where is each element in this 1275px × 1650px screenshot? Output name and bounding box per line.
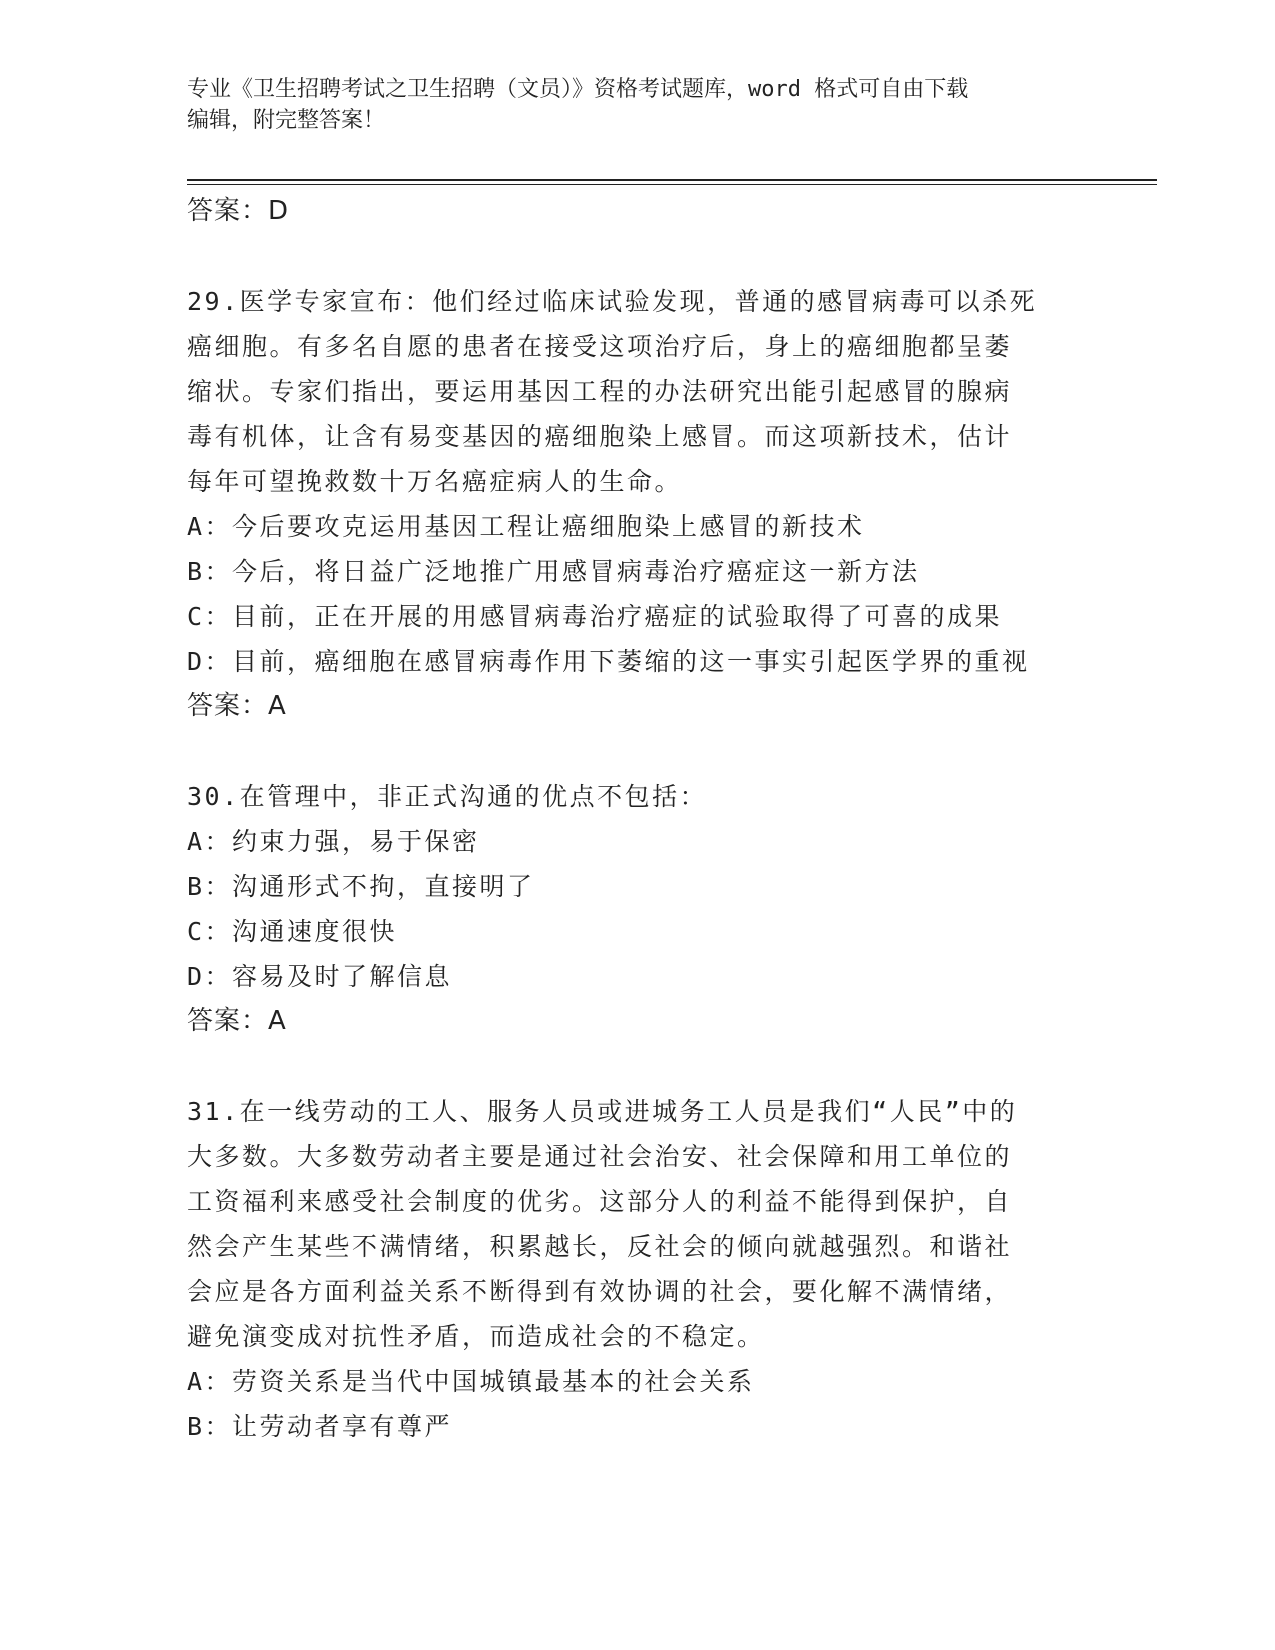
previous-answer: 答案：D xyxy=(187,196,290,226)
question-stem-line: 29.医学专家宣布：他们经过临床试验发现，普通的感冒病毒可以杀死 xyxy=(187,287,1038,316)
question-stem-line: 31.在一线劳动的工人、服务人员或进城务工人员是我们“人民”中的 xyxy=(187,1097,1018,1126)
spacer xyxy=(187,1044,1087,1089)
spacer xyxy=(187,729,1087,774)
option-c: C：目前，正在开展的用感冒病毒治疗癌症的试验取得了可喜的成果 xyxy=(187,602,1003,631)
option-b: B：今后，将日益广泛地推广用感冒病毒治疗癌症这一新方法 xyxy=(187,557,920,586)
question-stem-line: 然会产生某些不满情绪，积累越长，反社会的倾向就越强烈。和谐社 xyxy=(187,1232,1013,1261)
answer-label: 答案：A xyxy=(187,691,287,721)
option-d: D：目前，癌细胞在感冒病毒作用下萎缩的这一事实引起医学界的重视 xyxy=(187,647,1030,676)
question-stem-line: 每年可望挽救数十万名癌症病人的生命。 xyxy=(187,467,683,496)
header-divider-thin xyxy=(187,184,1157,185)
question-stem-line: 毒有机体，让含有易变基因的癌细胞染上感冒。而这项新技术，估计 xyxy=(187,422,1013,451)
question-stem-line: 大多数。大多数劳动者主要是通过社会治安、社会保障和用工单位的 xyxy=(187,1142,1013,1171)
question-list xyxy=(187,189,1087,1449)
question-stem-line: 30.在管理中，非正式沟通的优点不包括： xyxy=(187,782,708,811)
option-b: B：让劳动者享有尊严 xyxy=(187,1412,453,1441)
question-stem-line: 缩状。专家们指出，要运用基因工程的办法研究出能引起感冒的腺病 xyxy=(187,377,1013,406)
spacer xyxy=(187,234,1087,279)
question-stem-line: 癌细胞。有多名自愿的患者在接受这项治疗后，身上的癌细胞都呈萎 xyxy=(187,332,1013,361)
question-31 xyxy=(187,1089,1087,1449)
option-c: C：沟通速度很快 xyxy=(187,917,398,946)
option-d: D：容易及时了解信息 xyxy=(187,962,453,991)
question-stem-line: 避免演变成对抗性矛盾，而造成社会的不稳定。 xyxy=(187,1322,765,1351)
option-a: A：约束力强，易于保密 xyxy=(187,827,480,856)
question-stem-line: 工资福利来感受社会制度的优劣。这部分人的利益不能得到保护，自 xyxy=(187,1187,1013,1216)
option-b: B：沟通形式不拘，直接明了 xyxy=(187,872,535,901)
option-a: A：劳资关系是当代中国城镇最基本的社会关系 xyxy=(187,1367,755,1396)
option-a: A：今后要攻克运用基因工程让癌细胞染上感冒的新技术 xyxy=(187,512,865,541)
header-divider-thick xyxy=(187,179,1157,181)
document-header xyxy=(187,74,1087,136)
question-stem-line: 会应是各方面利益关系不断得到有效协调的社会，要化解不满情绪， xyxy=(187,1277,1013,1306)
header-line-1: 专业《卫生招聘考试之卫生招聘（文员）》资格考试题库，word 格式可自由下载 xyxy=(187,77,969,102)
question-30 xyxy=(187,774,1087,1044)
question-29 xyxy=(187,279,1087,729)
answer-label: 答案：A xyxy=(187,1006,287,1036)
header-line-2: 编辑，附完整答案！ xyxy=(187,108,386,133)
